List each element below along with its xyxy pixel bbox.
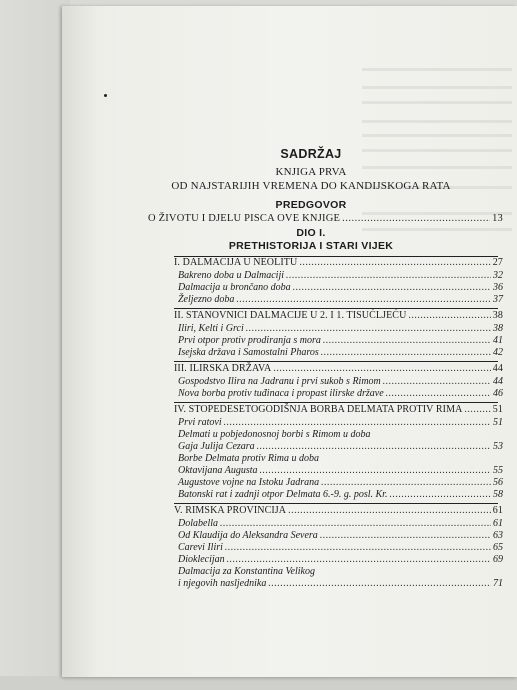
entry-title: Dioklecijan [178, 554, 225, 565]
leader-dots [260, 465, 491, 476]
leader-dots [268, 578, 491, 589]
entry-page: 36 [493, 282, 503, 293]
entry-page: 65 [493, 542, 503, 553]
toc-subentry[interactable] [178, 335, 503, 346]
entry-page: 37 [493, 294, 503, 305]
show-through-line [362, 101, 512, 104]
entry-page: 13 [492, 213, 503, 224]
leader-dots [321, 477, 491, 488]
section-rule [174, 361, 498, 362]
leader-dots [320, 530, 491, 541]
entry-page: 56 [493, 477, 503, 488]
leader-dots [408, 310, 490, 321]
entry-title: Prvi ratovi [178, 417, 222, 428]
leader-dots [321, 347, 491, 358]
entry-title: O ŽIVOTU I DJELU PISCA OVE KNJIGE [148, 213, 341, 224]
entry-page: 41 [493, 335, 503, 346]
leader-dots [383, 376, 491, 387]
show-through-line [362, 120, 512, 123]
toc-chapter[interactable] [174, 404, 503, 415]
entry-title: II. STANOVNICI DALMACIJE U 2. I 1. TISUĆLJEĆU [174, 310, 407, 321]
background-bottom [0, 676, 517, 690]
entry-title: Augustove vojne na Istoku Jadrana [178, 477, 320, 488]
toc-subentry[interactable] [178, 554, 503, 565]
leader-dots [224, 417, 491, 428]
show-through-line [362, 134, 512, 137]
toc-subentry[interactable] [178, 542, 503, 553]
toc-subentry[interactable] [178, 489, 503, 500]
leader-dots [220, 518, 491, 529]
entry-title: Gospodstvo Ilira na Jadranu i prvi sukob s Rimom [178, 376, 381, 387]
leader-dots [299, 257, 490, 268]
toc-subentry[interactable] [178, 388, 503, 399]
entry-title: Carevi Iliri [178, 542, 223, 553]
toc-subentry-line: Delmati u pobjedonosnoj borbi s Rimom u doba [178, 429, 371, 440]
entry-page: 53 [493, 441, 503, 452]
entry-page: 42 [493, 347, 503, 358]
toc-subentry[interactable] [178, 477, 503, 488]
entry-title: Od Klaudija do Aleksandra Severa [178, 530, 318, 541]
entry-page: 46 [493, 388, 503, 399]
toc-subentry[interactable] [178, 441, 503, 452]
leader-dots [227, 554, 491, 565]
toc-subentry[interactable] [178, 578, 503, 589]
entry-title: III. ILIRSKA DRŽAVA [174, 363, 272, 374]
entry-page: 38 [493, 323, 503, 334]
toc-subentry[interactable] [178, 530, 503, 541]
section-rule [174, 503, 498, 504]
entry-title: Iliri, Kelti i Grci [178, 323, 244, 334]
book-page [62, 6, 517, 677]
leader-dots [225, 542, 491, 553]
entry-page: 51 [493, 417, 503, 428]
entry-page: 27 [492, 257, 503, 268]
toc-subentry[interactable] [178, 270, 503, 281]
toc-chapter[interactable] [174, 505, 503, 516]
entry-title: IV. STOPEDESETOGODIŠNJA BORBA DELMATA PROTIV RIMA [174, 404, 463, 415]
entry-page: 69 [493, 554, 503, 565]
ink-speck [104, 94, 107, 97]
toc-subentry[interactable] [178, 376, 503, 387]
entry-page: 55 [493, 465, 503, 476]
entry-title: Nova borba protiv tuđinaca i propast ilirske države [178, 388, 384, 399]
leader-dots [286, 270, 491, 281]
entry-page: 58 [493, 489, 503, 500]
entry-title: Batonski rat i zadnji otpor Delmata 6.-9. g. posl. Kr. [178, 489, 388, 500]
leader-dots [273, 363, 490, 374]
entry-title: I. DALMACIJA U NEOLITU [174, 257, 298, 268]
toc-subentry[interactable] [178, 347, 503, 358]
show-through-line [362, 86, 512, 89]
background-left [0, 0, 70, 690]
toc-subentry[interactable] [178, 417, 503, 428]
toc-subentry[interactable] [178, 465, 503, 476]
entry-page: 63 [493, 530, 503, 541]
leader-dots [464, 404, 490, 415]
toc-subentry[interactable] [178, 323, 503, 334]
toc-subentry[interactable] [178, 294, 503, 305]
book-label: KNJIGA PRVA [275, 166, 347, 178]
entry-title: Željezno doba [178, 294, 235, 305]
entry-page: 38 [492, 310, 503, 321]
entry-page: 61 [492, 505, 503, 516]
contents-title: SADRŽAJ [280, 147, 342, 161]
leader-dots [236, 294, 491, 305]
section-rule [174, 402, 498, 403]
toc-chapter[interactable] [174, 257, 503, 268]
toc-subentry[interactable] [178, 518, 503, 529]
entry-title: i njegovih nasljednika [178, 578, 267, 589]
entry-page: 51 [492, 404, 503, 415]
entry-title: Bakreno doba u Dalmaciji [178, 270, 285, 281]
leader-dots [389, 489, 491, 500]
entry-page: 32 [493, 270, 503, 281]
leader-dots [386, 388, 491, 399]
entry-title: Oktavijana Augusta [178, 465, 258, 476]
entry-title: V. RIMSKA PROVINCIJA [174, 505, 287, 516]
toc-chapter[interactable] [174, 310, 503, 321]
entry-title: Dolabella [178, 518, 218, 529]
entry-page: 44 [493, 376, 503, 387]
leader-dots [257, 441, 491, 452]
entry-title: Dalmacija u brončano doba [178, 282, 291, 293]
toc-chapter[interactable] [174, 363, 503, 374]
leader-dots [342, 213, 490, 224]
leader-dots [323, 335, 491, 346]
show-through-line [362, 68, 512, 71]
entry-page: 71 [493, 578, 503, 589]
book-subtitle: OD NAJSTARIJIH VREMENA DO KANDIJSKOGA RATA [171, 180, 451, 192]
part-title: PRETHISTORIJA I STARI VIJEK [228, 240, 394, 252]
foreword-heading: PREDGOVOR [275, 199, 347, 211]
toc-subentry-line: Borbe Delmata protiv Rima u doba [178, 453, 320, 464]
leader-dots [246, 323, 491, 334]
leader-dots [293, 282, 491, 293]
toc-subentry-line: Dalmacija za Konstantina Velikog [178, 566, 315, 577]
section-rule [174, 308, 498, 309]
toc-entry-foreword[interactable] [148, 213, 503, 224]
entry-page: 44 [492, 363, 503, 374]
entry-title: Isejska država i Samostalni Pharos [178, 347, 319, 358]
entry-page: 61 [493, 518, 503, 529]
leader-dots [288, 505, 491, 516]
entry-title: Gaja Julija Cezara [178, 441, 255, 452]
entry-title: Prvi otpor protiv prodiranja s mora [178, 335, 321, 346]
part-heading: DIO I. [296, 227, 326, 239]
toc-subentry[interactable] [178, 282, 503, 293]
